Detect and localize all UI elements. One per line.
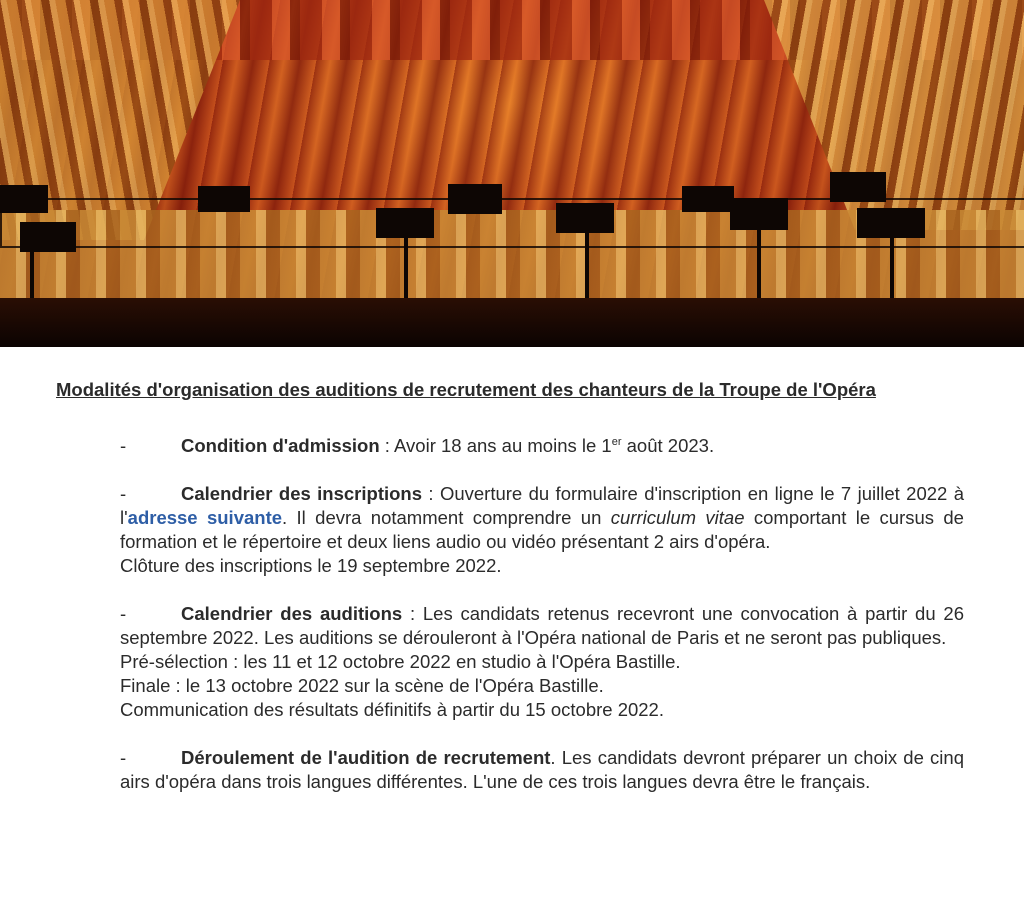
music-stand xyxy=(830,172,886,202)
list-item-admission xyxy=(56,434,964,458)
stand-pole xyxy=(404,236,408,300)
music-stand xyxy=(857,208,925,238)
music-stand xyxy=(448,184,502,214)
superscript: er xyxy=(611,436,622,448)
music-stand xyxy=(20,222,76,252)
document-body xyxy=(56,378,964,818)
paragraph xyxy=(120,602,964,650)
list-dash: - xyxy=(120,603,127,624)
list-dash: - xyxy=(120,435,127,456)
music-stand xyxy=(0,185,48,213)
document-title: Modalités d'organisation des auditions de recrutement des chanteurs de la Troupe de l'Opéra xyxy=(56,379,876,400)
text: . Les candidats devront préparer un choix de cinq airs d'opéra dans trois langues différentes. L'une de ces trois langues devra être le français. xyxy=(120,747,964,792)
text: août 2023. xyxy=(621,435,715,456)
music-stand xyxy=(198,186,250,212)
list-dash: - xyxy=(120,747,127,768)
curtain-drape-right xyxy=(764,0,1024,230)
registration-link[interactable]: adresse suivante xyxy=(127,507,283,528)
text: comportant le cursus de formation et le répertoire et deux liens audio ou vidéo présentant 2 airs d'opéra. xyxy=(120,507,964,552)
hero-image-stage-curtain xyxy=(0,0,1024,347)
item-heading: Calendrier des inscriptions xyxy=(181,483,423,504)
item-heading: Calendrier des auditions xyxy=(181,603,403,624)
closing-date-line: Clôture des inscriptions le 19 septembre 2022. xyxy=(120,555,502,576)
text: : Avoir 18 ans au moins le 1 xyxy=(379,435,612,456)
text: . Il devra notamment comprendre un xyxy=(282,507,611,528)
text: : Les candidats retenus recevront une convocation à partir du 26 septembre 2022. Les auditions se dérouleront à l'Opéra national de Paris et ne seront pas publiques. xyxy=(120,603,965,648)
results-line: Communication des résultats définitifs à partir du 15 octobre 2022. xyxy=(120,699,664,720)
preselection-line: Pré-sélection : les 11 et 12 octobre 2022 en studio à l'Opéra Bastille. xyxy=(120,651,681,672)
italic-text: curriculum vitae xyxy=(610,507,745,528)
text: : Ouverture du formulaire d'inscription en ligne le 7 juillet 2022 à l' xyxy=(120,483,964,528)
list-dash: - xyxy=(120,483,127,504)
music-stand xyxy=(376,208,434,238)
list-item-inscriptions xyxy=(56,482,964,578)
item-heading: Déroulement de l'audition de recrutement xyxy=(181,747,551,768)
music-stand xyxy=(556,203,614,233)
item-heading: Condition d'admission xyxy=(181,435,380,456)
music-stand xyxy=(682,186,734,212)
stand-pole xyxy=(585,232,589,300)
paragraph xyxy=(120,434,964,458)
finale-line: Finale : le 13 octobre 2022 sur la scène de l'Opéra Bastille. xyxy=(120,675,604,696)
music-stand xyxy=(730,198,788,230)
paragraph xyxy=(120,746,964,794)
stand-pole xyxy=(890,236,894,300)
stage-floor xyxy=(0,298,1024,347)
stand-pole xyxy=(30,240,34,300)
stand-pole xyxy=(757,230,761,300)
list-item-auditions xyxy=(56,602,964,722)
list-item-deroulement xyxy=(56,746,964,794)
paragraph xyxy=(120,482,964,554)
